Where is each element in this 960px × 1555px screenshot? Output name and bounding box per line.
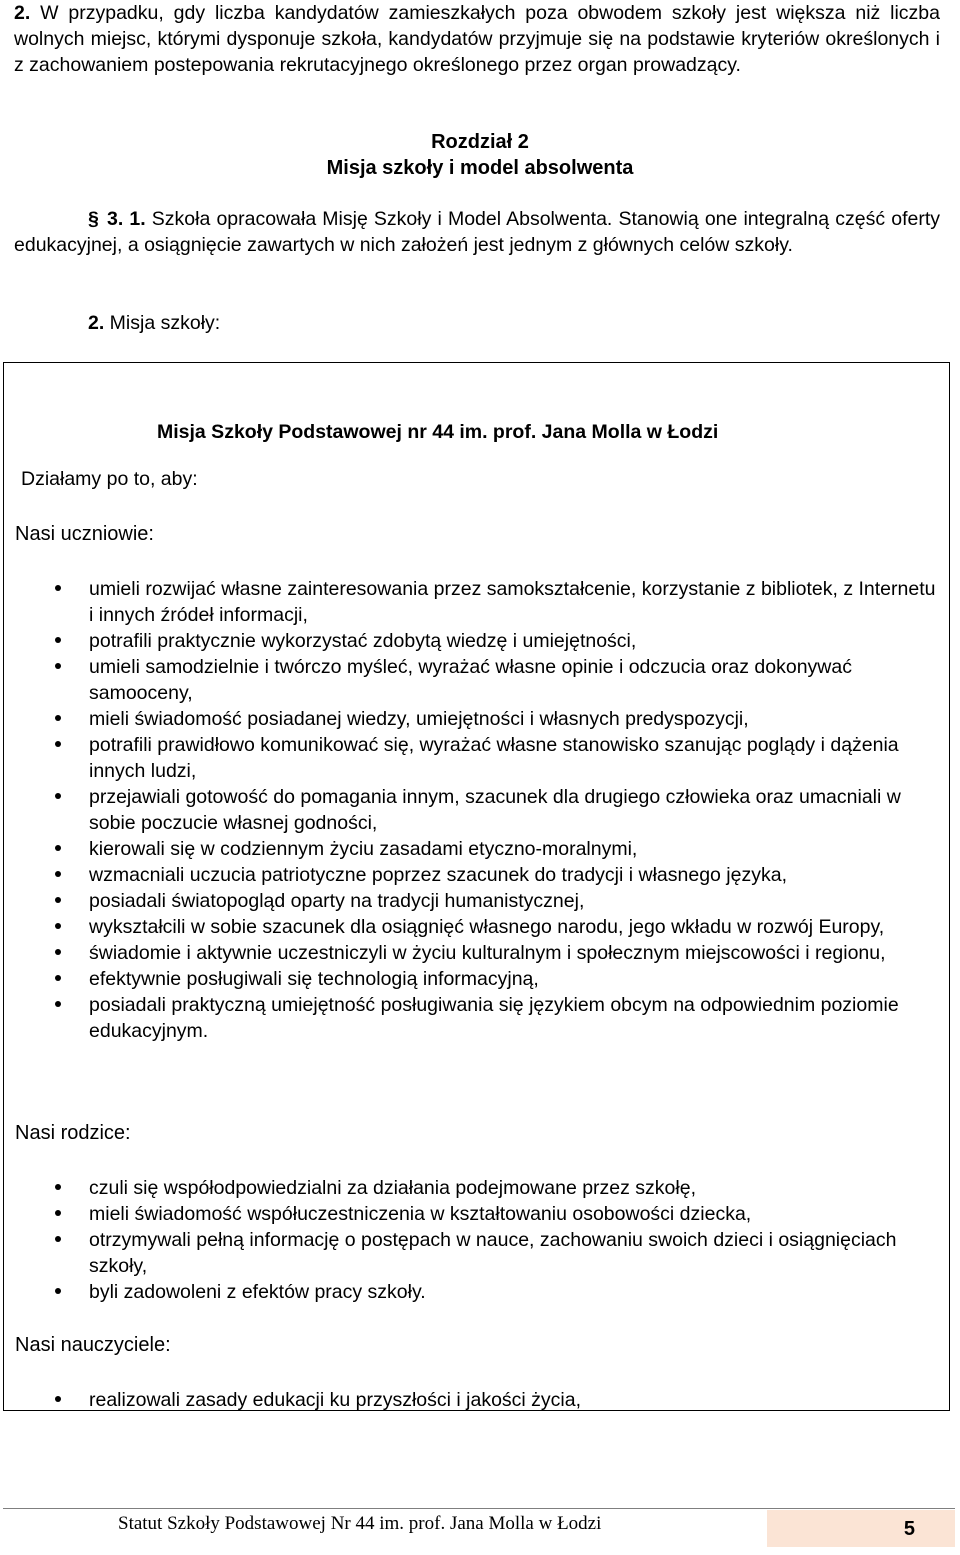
bullet-icon bbox=[55, 1001, 61, 1007]
section-number: 3. 1. bbox=[107, 208, 146, 230]
bullet-icon bbox=[55, 1184, 61, 1190]
footer-divider bbox=[3, 1508, 955, 1509]
list-item-text: umieli samodzielnie i twórczo myśleć, wyrażać własne opinie i odczucia oraz dokonywać samooceny, bbox=[89, 656, 852, 704]
list-item-text: posiadali praktyczną umiejętność posługiwania się językiem obcym na odpowiednim poziomie edukacyjnym. bbox=[89, 994, 899, 1042]
list-item bbox=[4, 706, 951, 732]
list-item bbox=[4, 1387, 951, 1413]
list-item bbox=[4, 1227, 951, 1279]
group-label-students: Nasi uczniowie: bbox=[15, 523, 154, 545]
bullet-icon bbox=[55, 845, 61, 851]
bullet-icon bbox=[55, 975, 61, 981]
chapter-title: Rozdział 2 bbox=[431, 131, 529, 153]
bullet-icon bbox=[55, 637, 61, 643]
list-item-text: wzmacniali uczucia patriotyczne poprzez szacunek do tradycji i własnego języka, bbox=[89, 864, 787, 886]
list-item-text: byli zadowoleni z efektów pracy szkoły. bbox=[89, 1281, 426, 1303]
students-list bbox=[4, 576, 951, 1044]
list-item bbox=[4, 992, 951, 1044]
list-item bbox=[4, 576, 951, 628]
group-label-parents: Nasi rodzice: bbox=[15, 1122, 131, 1144]
list-item bbox=[4, 1175, 951, 1201]
page-number-box bbox=[767, 1510, 955, 1547]
bullet-icon bbox=[55, 663, 61, 669]
list-item bbox=[4, 732, 951, 784]
bullet-icon bbox=[55, 793, 61, 799]
list-item bbox=[4, 628, 951, 654]
list-item bbox=[4, 966, 951, 992]
subsection-number: 2. bbox=[88, 312, 105, 334]
list-item bbox=[4, 784, 951, 836]
list-item-text: kierowali się w codziennym życiu zasadami etyczno-moralnymi, bbox=[89, 838, 638, 860]
section-symbol: § bbox=[88, 208, 99, 230]
parents-list bbox=[4, 1175, 951, 1305]
list-item-text: posiadali światopogląd oparty na tradycji humanistycznej, bbox=[89, 890, 585, 912]
bullet-icon bbox=[55, 949, 61, 955]
list-item bbox=[4, 1279, 951, 1305]
bullet-icon bbox=[55, 1210, 61, 1216]
list-item bbox=[4, 940, 951, 966]
mission-title: Misja Szkoły Podstawowej nr 44 im. prof. Jana Molla w Łodzi bbox=[157, 421, 719, 443]
list-item bbox=[4, 862, 951, 888]
list-item-text: mieli świadomość posiadanej wiedzy, umiejętności i własnych predyspozycji, bbox=[89, 708, 749, 730]
list-item-text: umieli rozwijać własne zainteresowania przez samokształcenie, korzystanie z bibliotek, z Internetu i innych źródeł informacji, bbox=[89, 578, 936, 626]
list-item-text: czuli się współodpowiedzialni za działania podejmowane przez szkołę, bbox=[89, 1177, 696, 1199]
list-item-text: przejawiali gotowość do pomagania innym, szacunek dla drugiego człowieka oraz umacniali w sobie poczucie własnej godności, bbox=[89, 786, 901, 834]
section-text: Szkoła opracowała Misję Szkoły i Model Absolwenta. Stanowią one integralną część oferty edukacyjnej, a osiągnięcie zawartych w nich założeń jest jednym z głównych celów szkoły. bbox=[14, 208, 940, 256]
list-item-text: efektywnie posługiwali się technologią informacyjną, bbox=[89, 968, 539, 990]
list-item-text: wykształcili w sobie szacunek dla osiągnięć własnego narodu, jego wkładu w rozwój Europy, bbox=[89, 916, 885, 938]
page-number: 5 bbox=[903, 1518, 915, 1540]
mission-box bbox=[3, 362, 950, 1411]
list-item bbox=[4, 836, 951, 862]
mission-intro: Działamy po to, aby: bbox=[21, 468, 198, 490]
subsection-heading bbox=[88, 310, 220, 336]
list-item bbox=[4, 888, 951, 914]
paragraph-intro bbox=[14, 0, 940, 78]
teachers-list bbox=[4, 1387, 951, 1413]
bullet-icon bbox=[55, 1288, 61, 1294]
bullet-icon bbox=[55, 871, 61, 877]
bullet-icon bbox=[55, 715, 61, 721]
bullet-icon bbox=[55, 923, 61, 929]
list-item-text: mieli świadomość współuczestniczenia w kształtowaniu osobowości dziecka, bbox=[89, 1203, 752, 1225]
list-item-text: realizowali zasady edukacji ku przyszłości i jakości życia, bbox=[89, 1389, 582, 1411]
subsection-text: Misja szkoły: bbox=[104, 312, 221, 334]
bullet-icon bbox=[55, 1236, 61, 1242]
list-item bbox=[4, 914, 951, 940]
chapter-subtitle: Misja szkoły i model absolwenta bbox=[326, 157, 634, 179]
list-item bbox=[4, 1201, 951, 1227]
bullet-icon bbox=[55, 741, 61, 747]
bullet-icon bbox=[55, 897, 61, 903]
bullet-icon bbox=[55, 1396, 61, 1402]
list-item-text: potrafili praktycznie wykorzystać zdobytą wiedzę i umiejętności, bbox=[89, 630, 637, 652]
list-item-text: świadomie i aktywnie uczestniczyli w życiu kulturalnym i społecznym miejscowości i regionu, bbox=[89, 942, 886, 964]
group-label-teachers: Nasi nauczyciele: bbox=[15, 1334, 171, 1356]
paragraph-number: 2. bbox=[14, 2, 31, 24]
paragraph-text: W przypadku, gdy liczba kandydatów zamieszkałych poza obwodem szkoły jest większa niż liczba wolnych miejsc, którymi dysponuje szkoła, kandydatów przyjmuje się na podstawie kryteriów określonych i z zachowaniem postepowania rekrutacyjnego określonego przez organ prowadzący. bbox=[14, 2, 940, 76]
footer-title: Statut Szkoły Podstawowej Nr 44 im. prof. Jana Molla w Łodzi bbox=[118, 1513, 602, 1534]
list-item bbox=[4, 654, 951, 706]
list-item-text: otrzymywali pełną informację o postępach w nauce, zachowaniu swoich dzieci i osiągnięciach szkoły, bbox=[89, 1229, 897, 1277]
bullet-icon bbox=[55, 585, 61, 591]
list-item-text: potrafili prawidłowo komunikować się, wyrażać własne stanowisko szanując poglądy i dążenia innych ludzi, bbox=[89, 734, 899, 782]
paragraph-section bbox=[14, 206, 940, 258]
